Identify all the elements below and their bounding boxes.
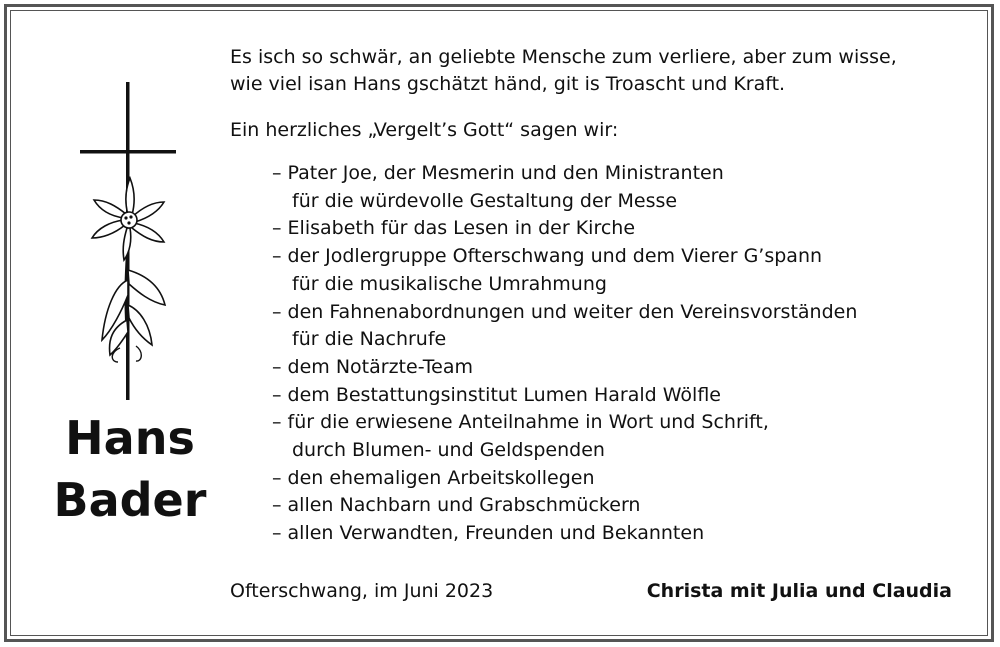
list-item-line: – dem Notärzte-Team	[272, 355, 474, 378]
intro-line: Es isch so schwär, an geliebte Mensche zum verliere, aber zum wisse,	[230, 46, 897, 68]
list-item-line: – den Fahnenabordnungen und weiter den Vereinsvorständen	[272, 300, 858, 323]
thanks-heading: Ein herzliches „Vergelt’s Gott“ sagen wir:	[230, 119, 619, 141]
list-item-line: – allen Nachbarn und Grabschmückern	[272, 494, 641, 517]
signers: Christa mit Julia und Claudia	[646, 580, 952, 602]
deceased-first-name: Hans	[65, 411, 195, 465]
list-item-line: – der Jodlergruppe Ofterschwang und dem Vierer G’spann	[272, 245, 823, 268]
list-item-line: – Elisabeth für das Lesen in der Kirche	[272, 217, 636, 240]
list-item-line: – dem Bestattungsinstitut Lumen Harald Wölfle	[272, 383, 721, 406]
list-item-line: – allen Verwandten, Freunden und Bekannten	[272, 522, 705, 545]
list-item-continuation: für die würdevolle Gestaltung der Messe	[292, 189, 678, 212]
list-item	[272, 215, 857, 243]
left-column	[40, 70, 220, 530]
list-item-continuation: durch Blumen- und Geldspenden	[292, 439, 605, 462]
list-item-continuation: für die musikalische Umrahmung	[292, 272, 607, 295]
list-item	[272, 409, 857, 464]
place-date: Ofterschwang, im Juni 2023	[230, 580, 494, 602]
list-item-line: – den ehemaligen Arbeitskollegen	[272, 466, 595, 489]
thanks-list	[272, 160, 857, 548]
intro-line: wie viel isan Hans gschätzt händ, git is Troascht und Kraft.	[230, 73, 786, 95]
list-item	[272, 160, 857, 215]
intro-paragraph	[230, 44, 897, 98]
list-item	[272, 382, 857, 410]
list-item	[272, 492, 857, 520]
list-item	[272, 520, 857, 548]
cross-with-edelweiss-icon	[40, 70, 220, 405]
list-item	[272, 299, 857, 354]
list-item	[272, 465, 857, 493]
deceased-last-name: Bader	[53, 473, 207, 527]
list-item	[272, 243, 857, 298]
list-item	[272, 354, 857, 382]
list-item-continuation: für die Nachrufe	[292, 328, 447, 351]
list-item-line: – Pater Joe, der Mesmerin und den Ministranten	[272, 162, 724, 184]
list-item-line: – für die erwiesene Anteilnahme in Wort und Schrift,	[272, 411, 769, 434]
